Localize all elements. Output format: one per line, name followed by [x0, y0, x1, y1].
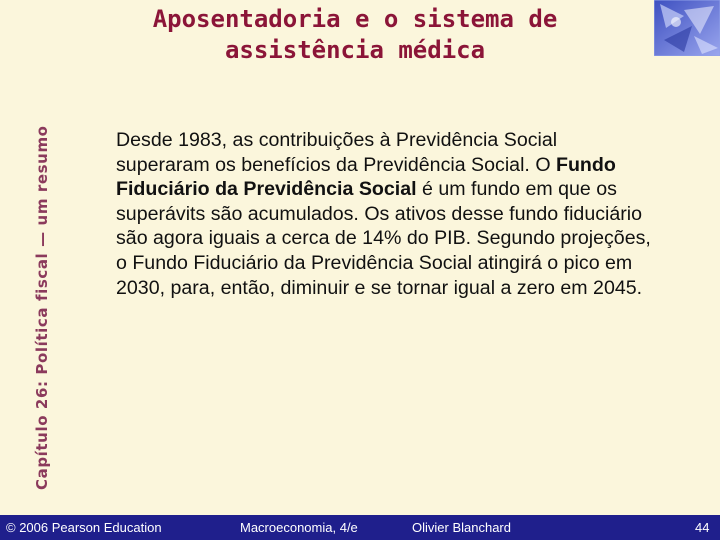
slide-title-line1: Aposentadoria e o sistema de — [152, 5, 558, 33]
slide-body-paragraph — [116, 128, 656, 300]
body-text-bold-term: Fundo Fiduciário da Previdência Social — [116, 153, 616, 201]
slide-title-line2: assistência médica — [224, 36, 486, 64]
footer-page-number: 44 — [695, 520, 710, 535]
body-text-part1: Desde 1983, as contribuições à Previdência Social superaram os benefícios da Previdência Social. O — [116, 129, 558, 176]
body-text-part2: é um fundo em que os superávits são acumulados. Os ativos desse fundo fiduciário são agora iguais a cerca de 14% do PIB. Segundo projeções, o Fundo Fiduciário da Previdência Social atingirá o pico em 2030, para, então, diminuir e se tornar igual a zero em 2045. — [116, 178, 651, 299]
footer-copyright: © 2006 Pearson Education — [6, 520, 162, 535]
vertical-chapter-title: Capítulo 26: Política fiscal — um resumo — [33, 125, 51, 490]
left-strip — [0, 0, 60, 515]
blue-abstract-logo-icon — [654, 0, 720, 56]
footer-author: Olivier Blanchard — [412, 520, 511, 535]
footer-bar — [0, 515, 720, 540]
footer-book: Macroeconomia, 4/e — [240, 520, 358, 535]
slide-title — [100, 4, 610, 66]
